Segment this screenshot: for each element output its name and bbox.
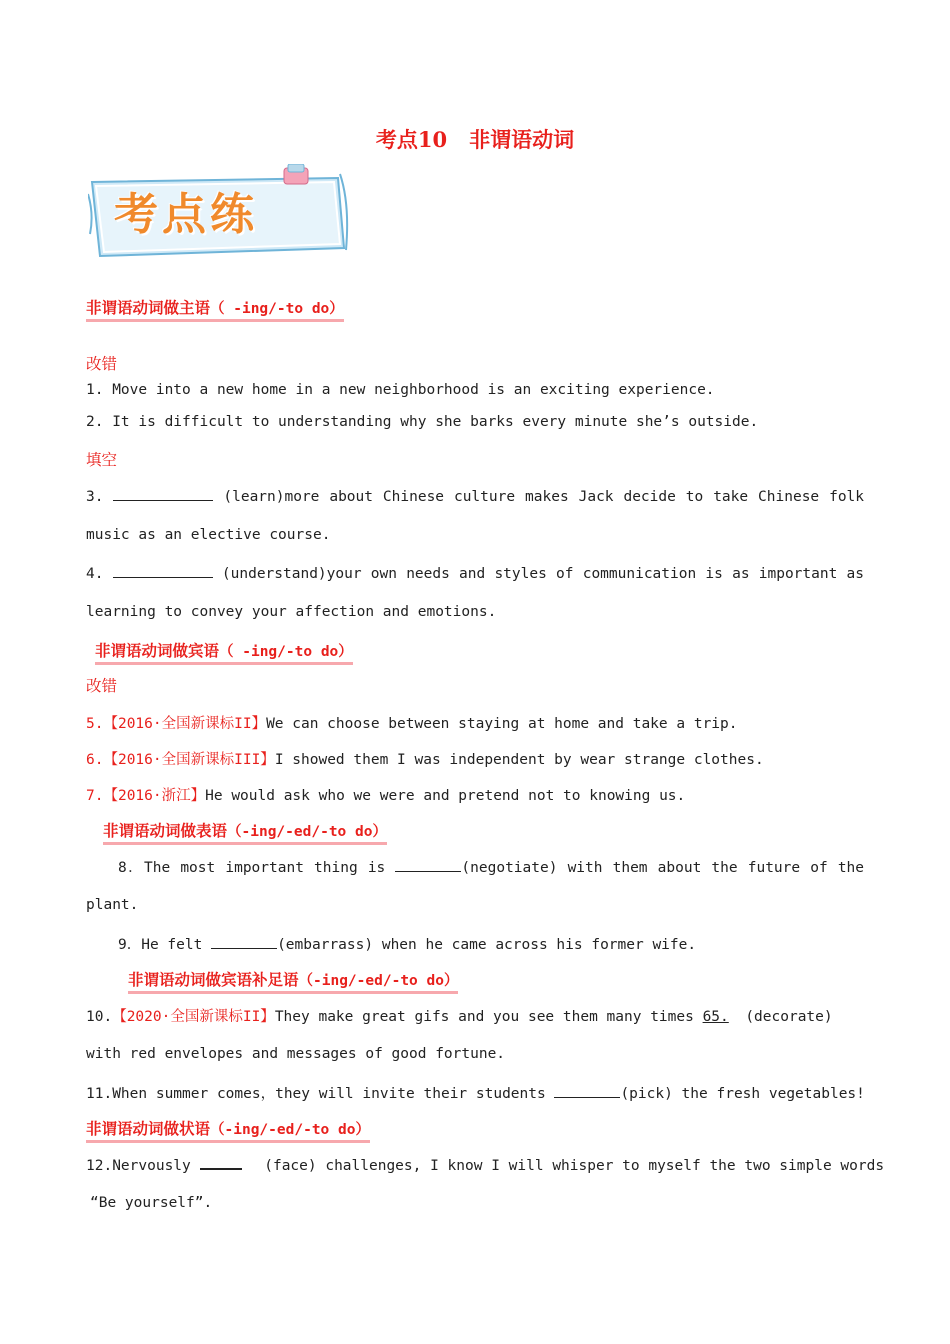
section-cn: 非谓语动词做状语 xyxy=(86,1120,211,1138)
question-text: I showed them I was independent by wear strange clothes. xyxy=(274,752,764,768)
question-text: They make great gifs and you see them many times xyxy=(274,1009,694,1025)
question-text: (understand)your own needs and styles of communication is as important as xyxy=(221,566,864,582)
question-3 xyxy=(86,486,864,505)
question-number: 3. xyxy=(86,489,104,505)
section-subject xyxy=(86,296,344,322)
question-hint: (decorate) xyxy=(745,1009,833,1025)
question-3-cont: music as an elective course. xyxy=(86,527,331,543)
question-number: 7. xyxy=(86,788,104,804)
section-adverbial xyxy=(86,1117,370,1143)
section-object xyxy=(95,639,353,665)
question-number: 6. xyxy=(86,752,104,768)
question-10-cont: with red envelopes and messages of good fortune. xyxy=(86,1046,506,1062)
title-prefix: 考点10 xyxy=(375,127,448,152)
question-number: 9．He felt xyxy=(118,937,203,953)
section-cn: 非谓语动词做宾语补足语 xyxy=(128,971,299,989)
question-8 xyxy=(118,856,864,877)
section-predicative xyxy=(103,819,387,845)
section-en: （-ing/-ed/-to do） xyxy=(227,824,387,840)
title-main: 非谓语动词 xyxy=(469,127,575,152)
question-text: We can choose between staying at home and take a trip. xyxy=(266,716,738,732)
section-en: （ -ing/-to do） xyxy=(210,301,344,317)
question-12 xyxy=(86,1154,884,1174)
answer-blank[interactable] xyxy=(113,486,213,501)
question-text: (embarrass) when he came across his former wife. xyxy=(277,937,697,953)
question-text: He would ask who we were and pretend not to knowing us. xyxy=(205,788,686,804)
page-title xyxy=(0,124,950,154)
answer-blank[interactable] xyxy=(113,563,213,578)
question-1: 1. Move into a new home in a new neighborhood is an exciting experience. xyxy=(86,382,715,398)
question-text: (pick) the fresh vegetables! xyxy=(620,1086,865,1102)
answer-blank[interactable] xyxy=(554,1083,620,1098)
question-number: 11.When summer comes，they will invite their students xyxy=(86,1086,546,1102)
banner-kaodianlian xyxy=(88,164,350,260)
question-number: 10. xyxy=(86,1009,113,1025)
section-cn: 非谓语动词做宾语 xyxy=(95,642,220,660)
question-source: 【2020·全国新课标II】 xyxy=(112,1009,275,1025)
label-correct: 改错 xyxy=(86,355,118,373)
section-en: （ -ing/-to do） xyxy=(219,644,353,660)
question-4-cont: learning to convey your affection and emotions. xyxy=(86,604,497,620)
question-5 xyxy=(86,712,737,733)
answer-blank[interactable] xyxy=(200,1154,242,1170)
question-number: 5. xyxy=(86,716,104,732)
section-en: （-ing/-ed/-to do） xyxy=(210,1122,370,1138)
label-correct-2: 改错 xyxy=(86,677,118,695)
question-number: 4. xyxy=(86,566,104,582)
question-12-cont: “Be yourself”. xyxy=(90,1195,213,1211)
question-11 xyxy=(86,1082,865,1103)
banner-text: 考点练 xyxy=(114,189,258,240)
section-en: （-ing/-ed/-to do） xyxy=(298,973,459,989)
question-8-cont: plant. xyxy=(86,897,139,913)
question-text: (learn)more about Chinese culture makes Jack decide to take Chinese folk xyxy=(223,489,865,505)
question-4 xyxy=(86,563,864,582)
answer-blank[interactable] xyxy=(395,857,461,872)
question-10 xyxy=(86,1005,833,1026)
section-cn: 非谓语动词做主语 xyxy=(86,299,211,317)
question-number: 12.Nervously xyxy=(86,1158,191,1174)
question-text: (face) challenges, I know I will whisper to myself the two simple words xyxy=(264,1158,885,1174)
answer-blank[interactable] xyxy=(211,934,277,949)
section-cn: 非谓语动词做表语 xyxy=(103,822,228,840)
answer-blank-65[interactable]: 65. xyxy=(702,1009,729,1025)
question-source: 【2016·浙江】 xyxy=(103,788,206,804)
question-6 xyxy=(86,748,764,769)
question-source: 【2016·全国新课标III】 xyxy=(103,752,275,768)
section-object-complement xyxy=(128,968,458,994)
question-9 xyxy=(118,933,696,954)
question-number: 8．The most important thing is xyxy=(118,860,386,876)
question-7 xyxy=(86,784,685,805)
question-2: 2. It is difficult to understanding why she barks every minute she’s outside. xyxy=(86,414,759,430)
question-source: 【2016·全国新课标II】 xyxy=(103,716,267,732)
label-fill: 填空 xyxy=(86,451,118,469)
question-text: (negotiate) with them about the future of the xyxy=(461,860,865,876)
